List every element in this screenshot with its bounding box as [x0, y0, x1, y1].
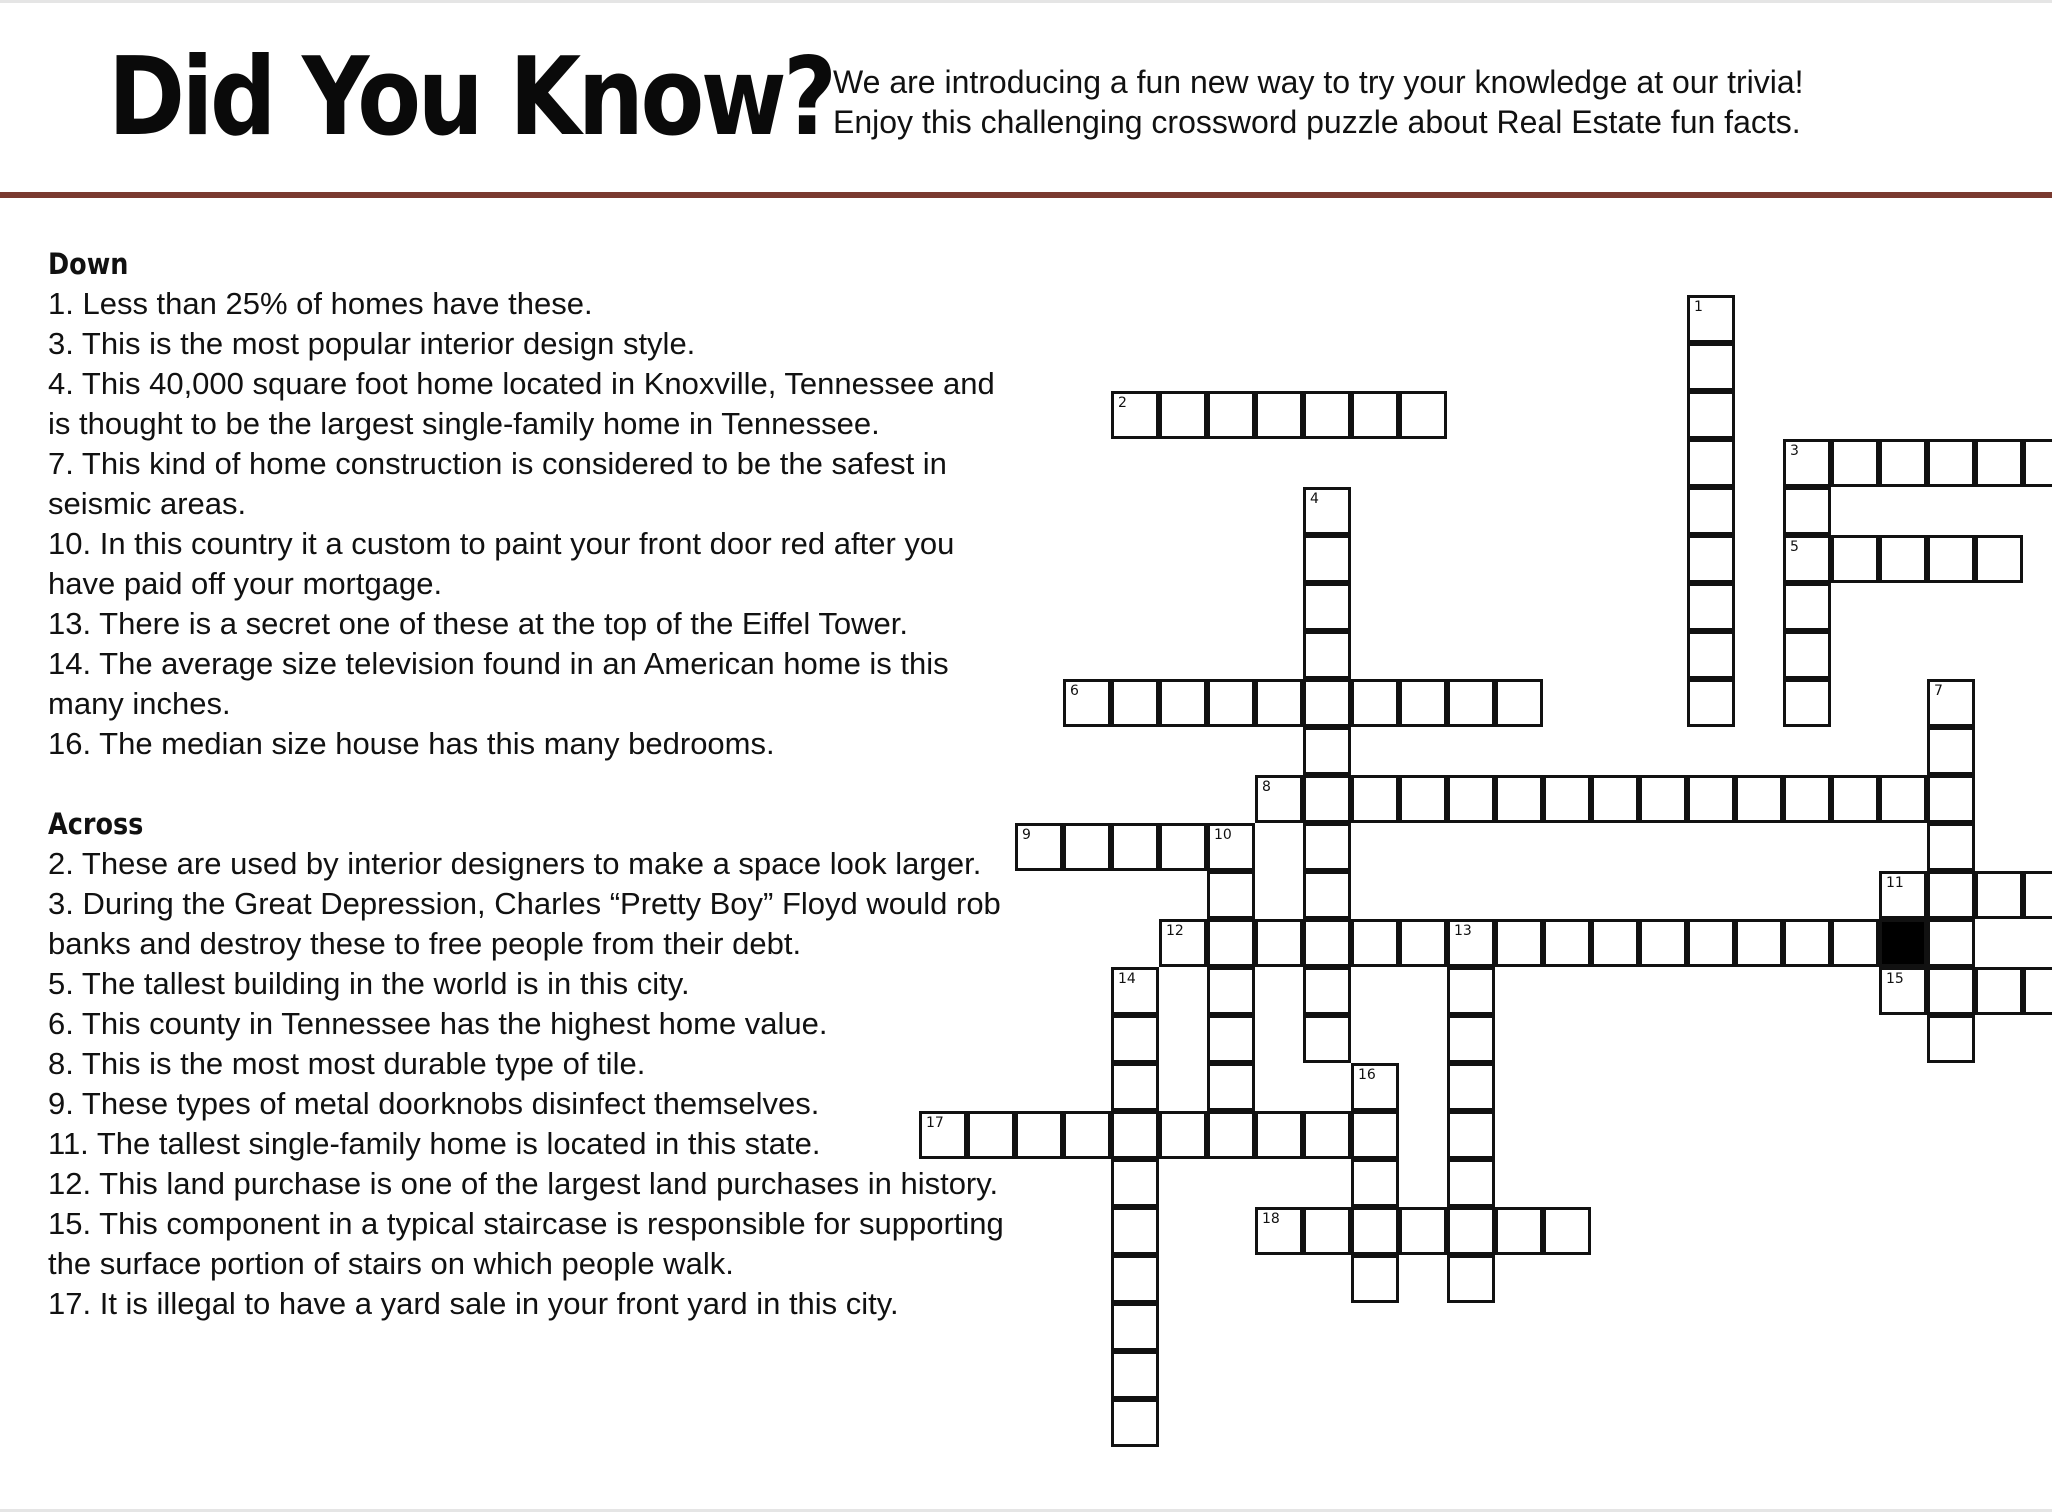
- crossword-cell[interactable]: [1927, 535, 1975, 583]
- intro-text: [833, 62, 2013, 142]
- across-clue-12: 12. This land purchase is one of the largest land purchases in history.: [48, 1166, 999, 1201]
- crossword-cell[interactable]: [1975, 535, 2023, 583]
- crossword-cell[interactable]: [1447, 1015, 1495, 1063]
- crossword-cell[interactable]: [1687, 439, 1735, 487]
- crossword-cell[interactable]: [1687, 679, 1735, 727]
- clue-number: 15: [1886, 971, 1904, 987]
- clue-number: 5: [1790, 539, 1799, 555]
- crossword-cell[interactable]: [1303, 487, 1351, 535]
- crossword-cell[interactable]: [1303, 823, 1351, 871]
- across-heading: Across: [48, 807, 144, 841]
- clue-number: 8: [1262, 779, 1271, 795]
- crossword-cell[interactable]: [1447, 1063, 1495, 1111]
- crossword-cell[interactable]: [1831, 535, 1879, 583]
- crossword-cell[interactable]: [1639, 775, 1687, 823]
- crossword-cell[interactable]: [1063, 823, 1111, 871]
- crossword-cell[interactable]: [1111, 1111, 1159, 1159]
- crossword-cell[interactable]: [1303, 1015, 1351, 1063]
- crossword-cell[interactable]: [1399, 919, 1447, 967]
- crossword-cell[interactable]: [1543, 1207, 1591, 1255]
- intro-line-2: Enjoy this challenging crossword puzzle about Real Estate fun facts.: [833, 104, 1801, 140]
- crossword-cell[interactable]: [1351, 1207, 1399, 1255]
- crossword-cell[interactable]: [1159, 1111, 1207, 1159]
- crossword-cell[interactable]: [1303, 727, 1351, 775]
- crossword-cell[interactable]: [967, 1111, 1015, 1159]
- crossword-cell[interactable]: [1303, 631, 1351, 679]
- clue-number: 12: [1166, 923, 1184, 939]
- crossword-cell[interactable]: [1735, 775, 1783, 823]
- clue-number: 4: [1310, 491, 1319, 507]
- crossword-cell[interactable]: [1831, 775, 1879, 823]
- crossword-cell[interactable]: [1927, 967, 1975, 1015]
- section-gap: [48, 764, 1018, 804]
- clue-number: 6: [1070, 683, 1079, 699]
- crossword-cell[interactable]: [1591, 775, 1639, 823]
- clue-number: 17: [926, 1115, 944, 1131]
- across-clue-5: 5. The tallest building in the world is in this city.: [48, 966, 690, 1001]
- crossword-cell[interactable]: [1111, 1015, 1159, 1063]
- crossword-cell[interactable]: [1111, 679, 1159, 727]
- crossword-cell[interactable]: [1639, 919, 1687, 967]
- crossword-cell[interactable]: [1111, 1255, 1159, 1303]
- crossword-cell[interactable]: [1543, 775, 1591, 823]
- crossword-cell[interactable]: [1063, 1111, 1111, 1159]
- clue-number: 1: [1694, 299, 1703, 315]
- across-clue-8: 8. This is the most most durable type of tile.: [48, 1046, 646, 1081]
- crossword-cell[interactable]: [1303, 583, 1351, 631]
- clue-number: 2: [1118, 395, 1127, 411]
- crossword-cell[interactable]: [1399, 775, 1447, 823]
- clue-list: [48, 244, 1018, 1324]
- crossword-cell[interactable]: [1447, 1255, 1495, 1303]
- clue-number: 10: [1214, 827, 1232, 843]
- crossword-cell[interactable]: [2023, 871, 2052, 919]
- crossword-cell[interactable]: [1687, 295, 1735, 343]
- crossword-cell[interactable]: [1111, 391, 1159, 439]
- clue-number: 7: [1934, 683, 1943, 699]
- across-clue-9: 9. These types of metal doorknobs disinfect themselves.: [48, 1086, 820, 1121]
- crossword-cell[interactable]: [1351, 391, 1399, 439]
- crossword-cell[interactable]: [1159, 391, 1207, 439]
- crossword-cell[interactable]: [1399, 679, 1447, 727]
- down-clue-7: 7. This kind of home construction is considered to be the safest in seismic areas.: [48, 446, 947, 521]
- crossword-cell[interactable]: [1975, 439, 2023, 487]
- crossword-cell[interactable]: [1735, 919, 1783, 967]
- crossword-cell[interactable]: [1351, 1159, 1399, 1207]
- crossword-cell[interactable]: [1111, 1063, 1159, 1111]
- crossword-cell[interactable]: [1207, 1063, 1255, 1111]
- crossword-cell[interactable]: [1207, 871, 1255, 919]
- crossword-black-cell: [1879, 919, 1927, 967]
- crossword-cell[interactable]: [1111, 1159, 1159, 1207]
- crossword-cell[interactable]: [1351, 775, 1399, 823]
- crossword-cell[interactable]: [1207, 1015, 1255, 1063]
- clue-number: 13: [1454, 923, 1472, 939]
- across-clue-15: 15. This component in a typical staircase is responsible for supporting the surface portion of stairs on which people walk.: [48, 1206, 1004, 1281]
- crossword-cell[interactable]: [1927, 775, 1975, 823]
- crossword-cell[interactable]: [1207, 919, 1255, 967]
- crossword-cell[interactable]: [1495, 679, 1543, 727]
- crossword-cell[interactable]: [1111, 1303, 1159, 1351]
- crossword-cell[interactable]: [1207, 967, 1255, 1015]
- down-clue-10: 10. In this country it a custom to paint your front door red after you have paid off your mortgage.: [48, 526, 955, 601]
- crossword-cell[interactable]: [1111, 1351, 1159, 1399]
- crossword-cell[interactable]: [1303, 775, 1351, 823]
- crossword-cell[interactable]: [1591, 919, 1639, 967]
- crossword-cell[interactable]: [1159, 919, 1207, 967]
- crossword-cell[interactable]: [1543, 919, 1591, 967]
- crossword-cell[interactable]: [1687, 919, 1735, 967]
- across-clue-6: 6. This county in Tennessee has the highest home value.: [48, 1006, 828, 1041]
- crossword-cell[interactable]: [1303, 967, 1351, 1015]
- crossword-cell[interactable]: [1111, 1207, 1159, 1255]
- crossword-cell[interactable]: [1783, 775, 1831, 823]
- across-clue-2: 2. These are used by interior designers to make a space look larger.: [48, 846, 982, 881]
- crossword-cell[interactable]: [1255, 1207, 1303, 1255]
- crossword-cell[interactable]: [1303, 1207, 1351, 1255]
- crossword-cell[interactable]: [1687, 487, 1735, 535]
- crossword-cell[interactable]: [1879, 871, 1927, 919]
- crossword-cell[interactable]: [1351, 1111, 1399, 1159]
- crossword-cell[interactable]: [1351, 1063, 1399, 1111]
- crossword-cell[interactable]: [1015, 823, 1063, 871]
- crossword-cell[interactable]: [1831, 439, 1879, 487]
- crossword-cell[interactable]: [1783, 439, 1831, 487]
- crossword-cell[interactable]: [1927, 727, 1975, 775]
- crossword-cell[interactable]: [1303, 679, 1351, 727]
- crossword-cell[interactable]: [1351, 679, 1399, 727]
- down-clue-4: 4. This 40,000 square foot home located in Knoxville, Tennessee and is thought to be the largest single-family home in Tennessee.: [48, 366, 995, 441]
- top-border: [0, 0, 2052, 3]
- crossword-cell[interactable]: [1255, 391, 1303, 439]
- crossword-cell[interactable]: [1927, 823, 1975, 871]
- crossword-cell[interactable]: [1927, 919, 1975, 967]
- crossword-cell[interactable]: [1975, 967, 2023, 1015]
- crossword-cell[interactable]: [1111, 823, 1159, 871]
- clue-number: 11: [1886, 875, 1904, 891]
- crossword-cell[interactable]: [1207, 391, 1255, 439]
- crossword-cell[interactable]: [1447, 919, 1495, 967]
- crossword-cell[interactable]: [1303, 871, 1351, 919]
- crossword-cell[interactable]: [1927, 1015, 1975, 1063]
- across-clue-3: 3. During the Great Depression, Charles “Pretty Boy” Floyd would rob banks and destroy these to free people from their debt.: [48, 886, 1001, 961]
- down-heading: Down: [48, 247, 129, 281]
- crossword-cell[interactable]: [1879, 439, 1927, 487]
- crossword-cell[interactable]: [1687, 535, 1735, 583]
- page-title: Did You Know?: [108, 35, 834, 160]
- crossword-cell[interactable]: [1687, 391, 1735, 439]
- crossword-cell[interactable]: [1015, 1111, 1063, 1159]
- crossword-cell[interactable]: [1399, 391, 1447, 439]
- crossword-cell[interactable]: [1255, 775, 1303, 823]
- crossword-cell[interactable]: [1063, 679, 1111, 727]
- crossword-cell[interactable]: [1447, 967, 1495, 1015]
- crossword-cell[interactable]: [1783, 679, 1831, 727]
- crossword-cell[interactable]: [1447, 1207, 1495, 1255]
- crossword-cell[interactable]: [1351, 919, 1399, 967]
- crossword-cell[interactable]: [1447, 1159, 1495, 1207]
- crossword-cell[interactable]: [1831, 919, 1879, 967]
- crossword-cell[interactable]: [1687, 775, 1735, 823]
- down-clue-14: 14. The average size television found in an American home is this many inches.: [48, 646, 949, 721]
- crossword-cell[interactable]: [1207, 823, 1255, 871]
- clue-number: 9: [1022, 827, 1031, 843]
- crossword-cell[interactable]: [1303, 919, 1351, 967]
- clue-number: 3: [1790, 443, 1799, 459]
- crossword-cell[interactable]: [1255, 919, 1303, 967]
- crossword-cell[interactable]: [1207, 1111, 1255, 1159]
- crossword-cell[interactable]: [1975, 871, 2023, 919]
- crossword-cell[interactable]: [1927, 679, 1975, 727]
- crossword-cell[interactable]: [919, 1111, 967, 1159]
- crossword-cell[interactable]: [1303, 535, 1351, 583]
- crossword-cell[interactable]: [2023, 439, 2052, 487]
- crossword-cell[interactable]: [1495, 775, 1543, 823]
- crossword-cell[interactable]: [1303, 391, 1351, 439]
- crossword-cell[interactable]: [1447, 775, 1495, 823]
- header-divider: [0, 192, 2052, 198]
- down-clue-3: 3. This is the most popular interior design style.: [48, 326, 696, 361]
- crossword-cell[interactable]: [1783, 535, 1831, 583]
- crossword-cell[interactable]: [1879, 535, 1927, 583]
- crossword-cell[interactable]: [1255, 679, 1303, 727]
- crossword-cell[interactable]: [1303, 1111, 1351, 1159]
- down-clue-13: 13. There is a secret one of these at the top of the Eiffel Tower.: [48, 606, 908, 641]
- crossword-cell[interactable]: [1879, 775, 1927, 823]
- crossword-cell[interactable]: [1783, 631, 1831, 679]
- crossword-cell[interactable]: [1159, 823, 1207, 871]
- clue-number: 16: [1358, 1067, 1376, 1083]
- crossword-cell[interactable]: [1687, 583, 1735, 631]
- crossword-cell[interactable]: [1783, 919, 1831, 967]
- clue-number: 18: [1262, 1211, 1280, 1227]
- clue-number: 14: [1118, 971, 1136, 987]
- crossword-cell[interactable]: [1255, 1111, 1303, 1159]
- crossword-cell[interactable]: [1351, 1255, 1399, 1303]
- crossword-cell[interactable]: [1687, 343, 1735, 391]
- across-clue-11: 11. The tallest single-family home is located in this state.: [48, 1126, 821, 1161]
- crossword-cell[interactable]: [1447, 1111, 1495, 1159]
- crossword-cell[interactable]: [1111, 967, 1159, 1015]
- crossword-cell[interactable]: [1879, 967, 1927, 1015]
- crossword-cell[interactable]: [1495, 919, 1543, 967]
- crossword-cell[interactable]: [1111, 1399, 1159, 1447]
- crossword-cell[interactable]: [1927, 871, 1975, 919]
- crossword-cell[interactable]: [1687, 631, 1735, 679]
- crossword-cell[interactable]: [1207, 679, 1255, 727]
- down-clue-1: 1. Less than 25% of homes have these.: [48, 286, 593, 321]
- crossword-cell[interactable]: [1399, 1207, 1447, 1255]
- down-clue-16: 16. The median size house has this many bedrooms.: [48, 726, 775, 761]
- across-clue-17: 17. It is illegal to have a yard sale in your front yard in this city.: [48, 1286, 899, 1321]
- crossword-cell[interactable]: [1927, 439, 1975, 487]
- intro-line-1: We are introducing a fun new way to try your knowledge at our trivia!: [833, 64, 1804, 100]
- crossword-cell[interactable]: [2023, 967, 2052, 1015]
- crossword-cell[interactable]: [1159, 679, 1207, 727]
- crossword-cell[interactable]: [1783, 583, 1831, 631]
- crossword-cell[interactable]: [1447, 679, 1495, 727]
- crossword-cell[interactable]: [1495, 1207, 1543, 1255]
- crossword-cell[interactable]: [1783, 487, 1831, 535]
